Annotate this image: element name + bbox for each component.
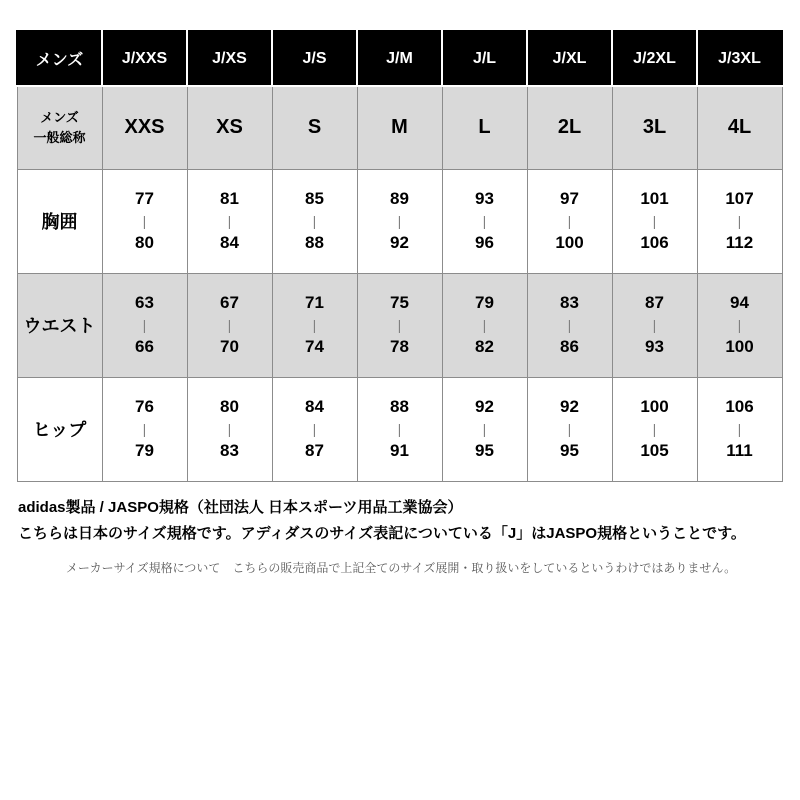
range-min: 92 [560,397,579,417]
range-separator: | [312,420,317,437]
general-size-3l: 3L [612,86,697,169]
chest-range [442,169,527,273]
chest-row-label: 胸囲 [17,169,102,273]
range-min: 93 [475,189,494,209]
range-max: 95 [475,441,494,461]
size-chart-table [16,30,783,482]
range-min: 63 [135,293,154,313]
range-separator: | [737,316,742,333]
range-separator: | [397,420,402,437]
jaspo-standard-note: adidas製品 / JASPO規格（社団法人 日本スポーツ用品工業協会） [18,498,463,516]
range-min: 84 [305,397,324,417]
range-max: 92 [390,233,409,253]
range-separator: | [482,316,487,333]
range-max: 112 [725,233,754,253]
footer-notes [16,495,800,577]
range-separator: | [312,316,317,333]
range-separator: | [227,316,232,333]
range-separator: | [227,420,232,437]
header-cell-jxxs: J/XXS [102,31,187,86]
waist-row [17,273,782,377]
waist-range [612,273,697,377]
chest-range [612,169,697,273]
range-separator: | [652,420,657,437]
header-cell-j3xl: J/3XL [697,31,782,86]
range-max: 96 [475,233,494,253]
range-separator: | [227,212,232,229]
chest-range [187,169,272,273]
general-size-row [17,86,782,169]
hip-range [442,377,527,481]
hip-range [527,377,612,481]
range-max: 66 [135,337,154,357]
chest-range [102,169,187,273]
general-size-label-line2: 一般総称 [33,129,86,145]
range-max: 111 [726,441,753,461]
general-size-s: S [272,86,357,169]
range-max: 95 [560,441,579,461]
chest-range [697,169,782,273]
japan-size-note: こちらは日本のサイズ規格です。アディダスのサイズ表記についている「J」はJASPO規格ということです。 [18,524,746,542]
waist-range [102,273,187,377]
hip-range [102,377,187,481]
range-min: 80 [220,397,239,417]
range-min: 97 [560,189,579,209]
general-size-xxs: XXS [102,86,187,169]
range-max: 79 [135,441,154,461]
range-separator: | [567,212,572,229]
jsize-header-row [17,31,782,86]
range-max: 86 [560,337,579,357]
range-separator: | [142,212,147,229]
range-min: 77 [135,189,154,209]
range-max: 87 [305,441,324,461]
range-min: 75 [390,293,409,313]
range-separator: | [737,420,742,437]
general-size-m: M [357,86,442,169]
waist-row-label: ウエスト [17,273,102,377]
range-min: 94 [730,293,749,313]
range-separator: | [397,212,402,229]
range-separator: | [142,316,147,333]
range-max: 80 [135,233,154,253]
header-cell-jxs: J/XS [187,31,272,86]
hip-range [272,377,357,481]
hip-range [187,377,272,481]
range-max: 105 [640,441,669,461]
range-min: 85 [305,189,324,209]
range-min: 106 [725,397,754,417]
range-max: 83 [220,441,239,461]
range-min: 79 [475,293,494,313]
range-max: 88 [305,233,324,253]
range-max: 70 [220,337,239,357]
range-min: 76 [135,397,154,417]
range-separator: | [652,316,657,333]
range-separator: | [482,212,487,229]
chest-range [527,169,612,273]
range-min: 71 [305,293,324,313]
range-max: 78 [390,337,409,357]
header-cell-jl: J/L [442,31,527,86]
range-separator: | [482,420,487,437]
header-label-mens: メンズ [17,31,102,86]
range-min: 67 [220,293,239,313]
waist-range [697,273,782,377]
range-min: 83 [560,293,579,313]
range-min: 89 [390,189,409,209]
header-cell-j2xl: J/2XL [612,31,697,86]
range-max: 100 [725,337,754,357]
hip-range [697,377,782,481]
range-min: 107 [725,189,754,209]
range-separator: | [652,212,657,229]
hip-row-label: ヒップ [17,377,102,481]
range-min: 92 [475,397,494,417]
hip-range [612,377,697,481]
range-min: 81 [220,189,239,209]
waist-range [442,273,527,377]
range-separator: | [567,316,572,333]
header-cell-js: J/S [272,31,357,86]
range-separator: | [397,316,402,333]
range-max: 82 [475,337,494,357]
range-max: 93 [645,337,664,357]
waist-range [527,273,612,377]
waist-range [187,273,272,377]
range-max: 74 [305,337,324,357]
header-cell-jm: J/M [357,31,442,86]
chest-row [17,169,782,273]
range-max: 106 [640,233,669,253]
range-min: 87 [645,293,664,313]
general-size-row-label [17,86,102,169]
range-min: 100 [640,397,669,417]
general-size-label-line1: メンズ [40,110,79,126]
range-min: 88 [390,397,409,417]
general-size-xs: XS [187,86,272,169]
hip-range [357,377,442,481]
range-separator: | [142,420,147,437]
waist-range [272,273,357,377]
header-cell-jxl: J/XL [527,31,612,86]
range-separator: | [737,212,742,229]
hip-row [17,377,782,481]
range-max: 100 [555,233,584,253]
range-min: 101 [640,189,669,209]
maker-size-disclaimer: メーカーサイズ規格について こちらの販売商品で上記全てのサイズ展開・取り扱いをしているというわけではありません。 [65,561,737,575]
general-size-l: L [442,86,527,169]
range-max: 91 [390,441,409,461]
chest-range [272,169,357,273]
waist-range [357,273,442,377]
chest-range [357,169,442,273]
general-size-2l: 2L [527,86,612,169]
general-size-4l: 4L [697,86,782,169]
range-separator: | [312,212,317,229]
range-max: 84 [220,233,239,253]
range-separator: | [567,420,572,437]
